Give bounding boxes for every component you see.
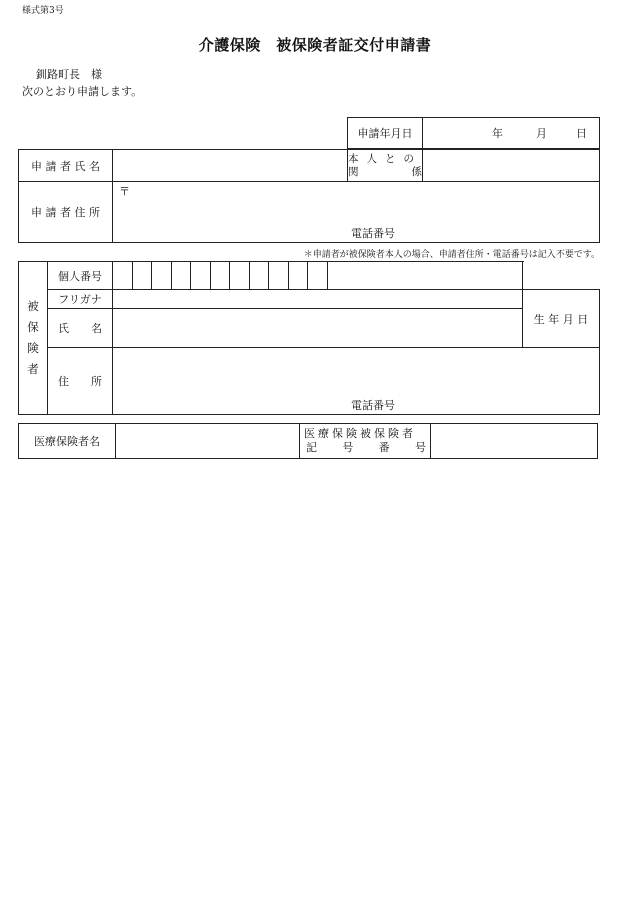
- applicant-name-field[interactable]: [113, 150, 348, 182]
- medical-insurer-field[interactable]: [116, 424, 300, 459]
- insured-address-label: 住 所: [48, 348, 113, 415]
- medical-insured-number-label: 医療保険被保険者 記 号 番 号: [300, 424, 431, 459]
- furigana-label: フリガナ: [48, 290, 113, 309]
- day-unit: 日: [576, 127, 587, 140]
- medical-insurer-label: 医療保険者名: [19, 424, 116, 459]
- note-text: ＊申請者が被保険者本人の場合、申請者住所・電話番号は記入不要です。: [303, 250, 600, 260]
- digit-box[interactable]: [172, 262, 192, 289]
- digit-box[interactable]: [308, 262, 328, 289]
- insured-section-label: 被 保 険 者: [19, 262, 48, 415]
- insured-tel-label: 電話番号: [351, 399, 395, 412]
- furigana-field[interactable]: [113, 290, 523, 309]
- applicant-address-label: 申 請 者 住 所: [19, 182, 113, 243]
- intro-text: 次のとおり申請します。: [22, 85, 143, 98]
- personal-number-field[interactable]: [113, 262, 523, 290]
- digit-box[interactable]: [230, 262, 250, 289]
- digit-box[interactable]: [152, 262, 172, 289]
- digit-box[interactable]: [191, 262, 211, 289]
- application-date-table: [347, 117, 600, 149]
- document-title: 介護保険 被保険者証交付申請書: [198, 36, 432, 54]
- digit-box[interactable]: [133, 262, 153, 289]
- applicant-table: [18, 149, 600, 243]
- year-unit: 年: [492, 127, 503, 140]
- digit-box[interactable]: [250, 262, 270, 289]
- insured-name-field[interactable]: [113, 309, 523, 348]
- medical-insured-number-field[interactable]: [431, 424, 598, 459]
- applicant-tel-label: 電話番号: [351, 227, 395, 240]
- relationship-field[interactable]: [423, 150, 600, 182]
- digit-box[interactable]: [211, 262, 231, 289]
- relationship-label: 本人との 関 係: [348, 150, 423, 182]
- insured-table: [18, 261, 600, 415]
- personal-number-label: 個人番号: [48, 262, 113, 290]
- insured-name-label: 氏 名: [48, 309, 113, 348]
- applicant-name-label: 申 請 者 氏 名: [19, 150, 113, 182]
- addressee: 釧路町長 様: [36, 68, 102, 81]
- digit-box[interactable]: [269, 262, 289, 289]
- form-number: 様式第3号: [22, 6, 64, 16]
- birthdate-label: 生 年 月 日: [523, 290, 600, 348]
- application-date-label: 申請年月日: [348, 118, 423, 149]
- medical-insurance-table: [18, 423, 598, 459]
- digit-box[interactable]: [289, 262, 309, 289]
- digit-box[interactable]: [113, 262, 133, 289]
- digit-box[interactable]: [328, 262, 348, 289]
- application-date-field[interactable]: [423, 118, 600, 149]
- insured-address-field[interactable]: [113, 348, 600, 415]
- postal-mark: 〒: [119, 185, 130, 198]
- applicant-address-field[interactable]: [113, 182, 600, 243]
- blank-corner: [523, 262, 600, 290]
- personal-number-boxes: [113, 262, 522, 289]
- month-unit: 月: [536, 127, 547, 140]
